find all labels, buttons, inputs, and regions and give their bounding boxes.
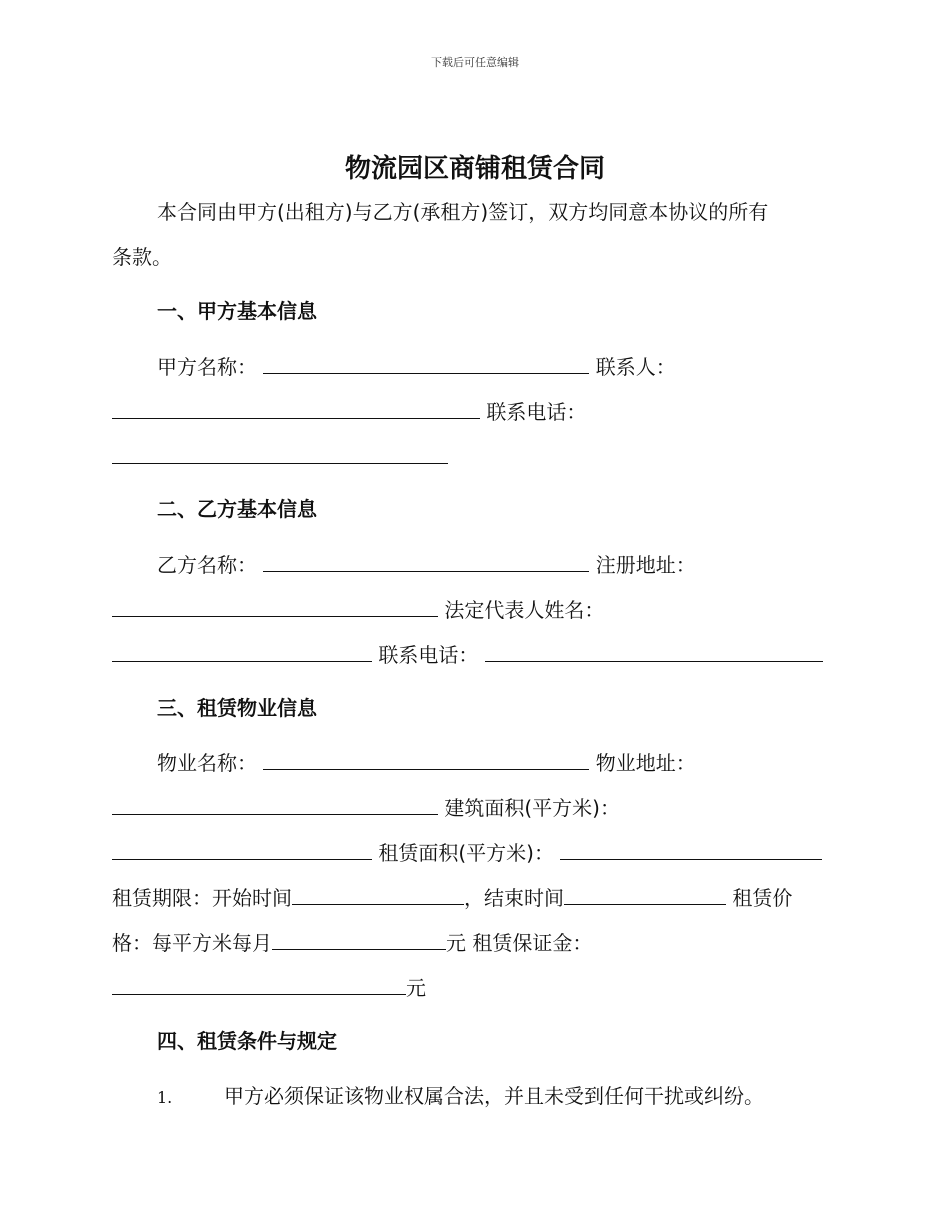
property-name-label: 物业名称：	[157, 751, 257, 775]
lease-end-label: ，结束时间	[464, 886, 564, 910]
lease-start-blank[interactable]	[292, 884, 464, 905]
building-area-row	[112, 839, 822, 866]
party-a-contact-label: 联系人：	[595, 355, 676, 379]
rent-price-unit: 元	[446, 931, 466, 955]
lease-end-blank[interactable]	[564, 884, 726, 905]
party-b-name-row	[157, 551, 696, 578]
party-b-legal-rep-blank[interactable]	[112, 641, 372, 662]
deposit-row	[112, 974, 426, 1001]
property-address-label: 物业地址：	[595, 751, 696, 775]
header-note: 下载后可任意编辑	[431, 56, 519, 69]
section-3-heading: 三、租赁物业信息	[157, 696, 317, 720]
party-a-phone-blank[interactable]	[112, 443, 448, 464]
building-area-blank[interactable]	[112, 839, 372, 860]
clause-item	[157, 1083, 172, 1111]
section-4-heading: 四、租赁条件与规定	[157, 1029, 337, 1053]
property-name-blank[interactable]	[263, 749, 589, 770]
intro-paragraph-line-1: 本合同由甲方(出租方)与乙方(承租方)签订，双方均同意本协议的所有	[157, 200, 769, 224]
rent-price-row	[112, 929, 592, 956]
party-b-name-blank[interactable]	[263, 551, 589, 572]
party-b-name-label: 乙方名称：	[157, 553, 257, 577]
section-1-heading: 一、甲方基本信息	[157, 299, 317, 323]
rental-area-label: 租赁面积(平方米)：	[378, 841, 554, 865]
lease-term-row	[112, 884, 792, 911]
party-a-name-blank[interactable]	[263, 353, 589, 374]
property-address-blank[interactable]	[112, 794, 438, 815]
party-a-phone-row	[112, 443, 448, 470]
rent-price-label-part1: 租赁价	[732, 886, 793, 910]
clause-text: 甲方必须保证该物业权属合法，并且未受到任何干扰或纠纷。	[224, 1084, 764, 1108]
party-b-address-label: 注册地址：	[595, 553, 696, 577]
party-a-name-label: 甲方名称：	[157, 355, 257, 379]
rental-area-blank[interactable]	[560, 839, 822, 860]
lease-term-label: 租赁期限：开始时间	[112, 886, 292, 910]
party-a-contact-row	[112, 398, 586, 425]
clause-number: 1.	[157, 1088, 173, 1107]
building-area-label: 建筑面积(平方米)：	[444, 796, 620, 820]
party-a-contact-blank[interactable]	[112, 398, 480, 419]
section-2-heading: 二、乙方基本信息	[157, 497, 317, 521]
property-address-row	[112, 794, 620, 821]
party-b-legal-rep-row	[112, 641, 823, 668]
party-b-phone-blank[interactable]	[485, 641, 823, 662]
deposit-blank[interactable]	[112, 974, 406, 995]
party-b-legal-rep-label: 法定代表人姓名：	[444, 598, 605, 622]
party-b-phone-label: 联系电话：	[378, 643, 479, 667]
deposit-unit: 元	[406, 976, 426, 1000]
intro-paragraph-line-2: 条款。	[112, 245, 172, 269]
party-a-phone-label: 联系电话：	[486, 400, 587, 424]
party-b-address-blank[interactable]	[112, 596, 438, 617]
property-name-row	[157, 749, 696, 776]
rent-price-blank[interactable]	[272, 929, 446, 950]
rent-price-label-part2: 格：每平方米每月	[112, 931, 272, 955]
party-a-name-row	[157, 353, 676, 380]
party-b-address-row	[112, 596, 604, 623]
deposit-label: 租赁保证金：	[472, 931, 593, 955]
document-title: 物流园区商铺租赁合同	[344, 154, 605, 184]
